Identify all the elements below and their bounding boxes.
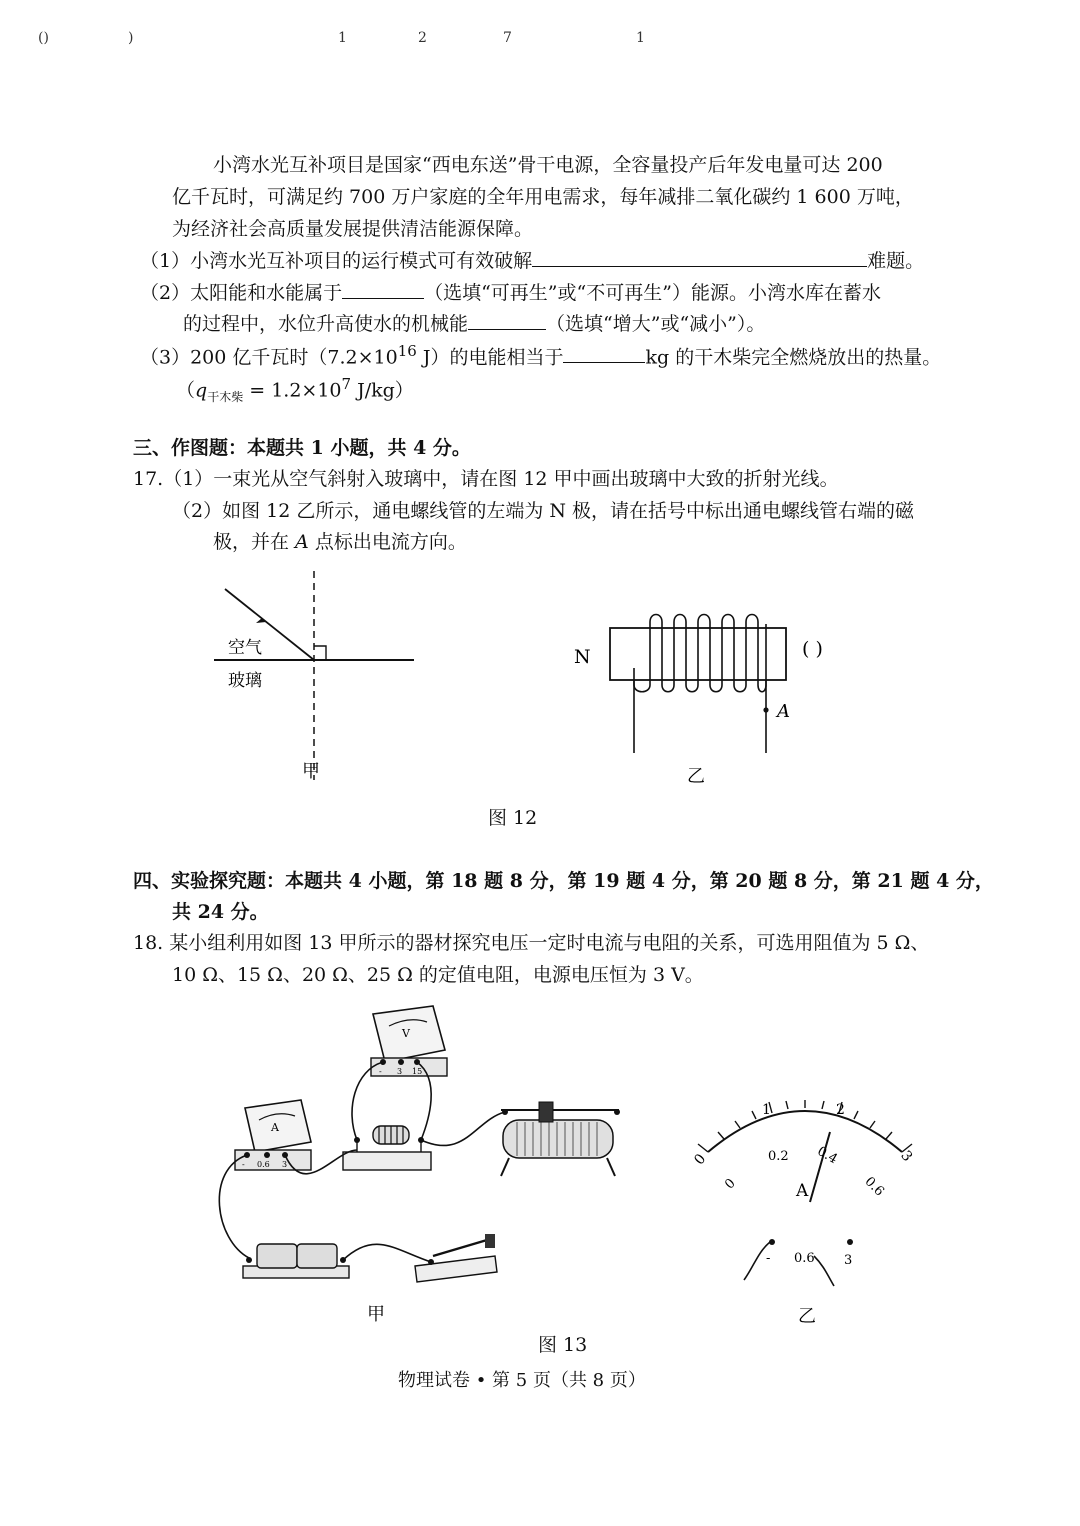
answer-bracket[interactable]: ( ) <box>802 638 823 660</box>
svg-text:3: 3 <box>397 1067 403 1076</box>
svg-text:-: - <box>242 1160 245 1169</box>
fixed-resistor <box>343 1126 431 1170</box>
scale-bottom-2: 0.4 <box>814 1143 840 1168</box>
label-yi: 乙 <box>798 1306 816 1327</box>
label-jia: 甲 <box>367 1304 385 1325</box>
q18-line1: 18. 某小组利用如图 13 甲所示的器材探究电压一定时电流与电阻的关系，可选用阻值为 5 Ω、 <box>133 932 930 954</box>
answer-blank[interactable] <box>563 344 645 363</box>
scale-bottom-1: 0.2 <box>768 1149 789 1164</box>
q17-part1: 17.（1）一束光从空气斜射入玻璃中，请在图 12 甲中画出玻璃中大致的折射光线。 <box>133 468 839 490</box>
terminal-minus: - <box>766 1251 771 1266</box>
passage-line-1: 小湾水光互补项目是国家“西电东送”骨干电源，全容量投产后年发电量可达 200 <box>213 154 883 176</box>
q16-part2a: （2）太阳能和水能属于 （选填“可再生”或“不可再生”）能源。小湾水库在蓄水 <box>140 282 881 304</box>
svg-text:3: 3 <box>282 1160 288 1169</box>
fig13-caption: 图 13 <box>538 1334 588 1356</box>
svg-text:A: A <box>271 1121 279 1134</box>
scan-mark: 2 <box>418 30 427 46</box>
section3-heading: 三、作图题：本题共 1 小题，共 4 分。 <box>133 437 471 459</box>
fig12-refraction-diagram <box>200 565 460 805</box>
fig12-solenoid-diagram <box>570 610 890 840</box>
fig12-caption: 图 12 <box>488 807 538 829</box>
answer-blank[interactable] <box>342 280 424 299</box>
scan-mark: ) <box>128 30 134 46</box>
dial-needle <box>810 1132 830 1202</box>
svg-text:-: - <box>379 1067 382 1076</box>
scale-bottom-0: 0 <box>722 1176 739 1193</box>
lead-wire <box>814 1256 834 1286</box>
fig13-ammeter-dial <box>690 1090 930 1330</box>
switch <box>415 1234 497 1282</box>
solenoid-coil <box>634 615 766 754</box>
q17-part2b: 极，并在 A 点标出电流方向。 <box>213 531 467 553</box>
answer-blank[interactable] <box>468 311 546 330</box>
label-n-pole: N <box>574 646 591 668</box>
scale-bottom-3: 0.6 <box>861 1174 887 1200</box>
section4-heading-line1: 四、实验探究题：本题共 4 小题，第 18 题 8 分，第 19 题 4 分，第 20 题 8 分，第 21 题 4 分， <box>133 870 994 892</box>
terminal-3: 3 <box>844 1253 853 1268</box>
label-air: 空气 <box>228 638 262 658</box>
q16-part3: （3）200 亿千瓦时（$7.2\times 10^{16}$ J）的电能相当于 kg 的干木柴完全燃烧放出的热量。 <box>140 342 942 369</box>
svg-text:V: V <box>402 1027 410 1040</box>
point-a-dot <box>763 707 768 712</box>
label-yi: 乙 <box>687 766 705 787</box>
scan-mark: 1 <box>338 30 347 46</box>
scan-mark: 7 <box>503 30 512 46</box>
passage-line-3: 为经济社会高质量发展提供清洁能源保障。 <box>172 218 534 240</box>
terminal-0-6: 0.6 <box>794 1251 815 1266</box>
page-footer: 物理试卷 • 第 5 页（共 8 页） <box>398 1370 646 1391</box>
dial-arc <box>708 1111 902 1152</box>
label-glass: 玻璃 <box>228 671 262 691</box>
meter-symbol: A <box>796 1181 809 1201</box>
fig13-circuit-apparatus <box>205 1000 645 1340</box>
right-angle-mark <box>314 646 326 660</box>
ammeter <box>235 1100 311 1170</box>
q17-part2a: （2）如图 12 乙所示，通电螺线管的左端为 N 极，请在括号中标出通电螺线管右端的磁 <box>172 500 915 522</box>
dial-ticks <box>698 1100 912 1152</box>
scan-mark: 1 <box>636 30 645 46</box>
scan-mark: () <box>38 30 49 46</box>
scale-top-2: 2 <box>836 1102 845 1118</box>
battery-holder <box>243 1244 349 1278</box>
label-jia: 甲 <box>302 761 320 782</box>
label-point-a: A <box>777 701 790 722</box>
scale-top-1: 1 <box>762 1102 771 1118</box>
svg-text:0.6: 0.6 <box>257 1160 270 1169</box>
scale-top-0: 0 <box>691 1151 710 1169</box>
passage-line-2: 亿千瓦时，可满足约 700 万户家庭的全年用电需求，每年减排二氧化碳约 1 600 万吨， <box>172 186 914 208</box>
q18-line2: 10 Ω、15 Ω、20 Ω、25 Ω 的定值电阻，电源电压恒为 3 V。 <box>172 964 704 986</box>
q16-part3-hint: （$q_{干木柴} = 1.2\times 10^7$ J/kg） <box>176 375 414 405</box>
terminal-dot <box>847 1239 853 1245</box>
voltmeter <box>371 1006 447 1076</box>
scale-top-3: 3 <box>897 1147 916 1165</box>
answer-blank[interactable] <box>532 248 867 267</box>
section4-heading-line2: 共 24 分。 <box>172 901 269 923</box>
sliding-rheostat <box>501 1102 620 1176</box>
svg-text:15: 15 <box>412 1067 423 1076</box>
q16-part2b: 的过程中，水位升高使水的机械能 （选填“增大”或“减小”）。 <box>183 313 766 335</box>
q16-part1: （1）小湾水光互补项目的运行模式可有效破解 难题。 <box>140 250 925 272</box>
